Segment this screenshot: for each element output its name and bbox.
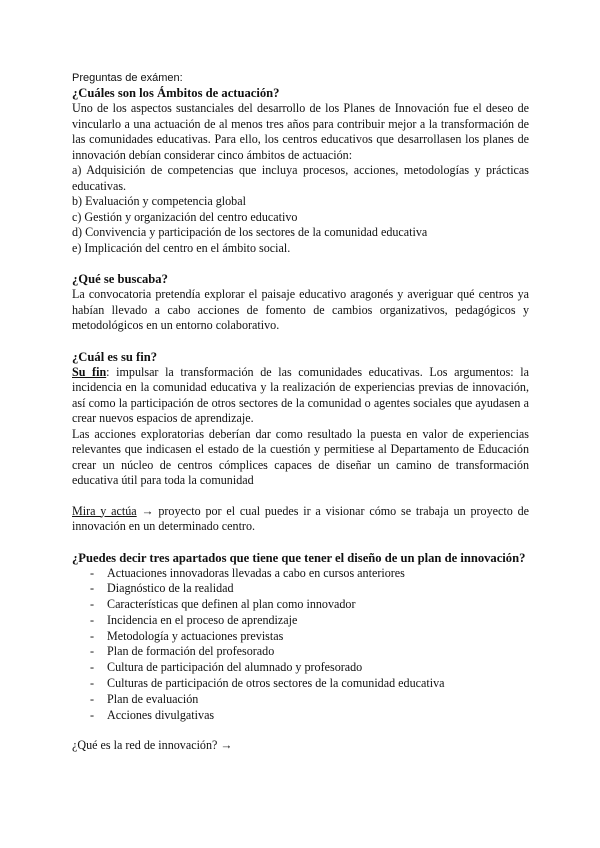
- plan-apartados-list: [72, 566, 529, 724]
- paragraph-que-se-buscaba: La convocatoria pretendía explorar el paisaje educativo aragonés y averiguar qué centros ya habían llevado a cabo acciones de fomento de cambios organizativos, pedagógicos y metodológicos en un entorno colaborativo.: [72, 287, 529, 332]
- list-item: - Actuaciones innovadoras llevadas a cabo en cursos anteriores: [72, 566, 529, 582]
- list-item: - Diagnóstico de la realidad: [72, 581, 529, 597]
- document-header: Preguntas de exámen:: [72, 72, 183, 84]
- list-item: d) Convivencia y participación de los sectores de la comunidad educativa: [72, 225, 428, 239]
- question-ambitos: ¿Cuáles son los Ámbitos de actuación?: [72, 86, 280, 100]
- list-item: c) Gestión y organización del centro educativo: [72, 209, 298, 224]
- su-fin-text: : impulsar la transformación de las comunidades educativas. Los argumentos: la incidencia en la comunidad educativa y la realización de experiencias previas de innovación, así como la participación de otros sectores de la comunidad o agentes sociales que ayudasen a crear nuevos espacios de aprendizaje.: [72, 364, 529, 425]
- document-page: [72, 71, 529, 754]
- list-item: - Culturas de participación de otros sectores de la comunidad educativa: [72, 676, 529, 692]
- list-item: - Características que definen al plan como innovador: [72, 597, 529, 613]
- list-item: - Plan de formación del profesorado: [72, 644, 529, 660]
- su-fin-label: Su fin: [72, 364, 107, 379]
- list-item: a) Adquisición de competencias que incluya procesos, acciones, metodologías y prácticas educativas.: [72, 163, 529, 193]
- list-item: - Plan de evaluación: [72, 692, 529, 708]
- paragraph-acciones: Las acciones exploratorias deberían dar como resultado la puesta en valor de experiencias relevantes que indicasen el estado de la cuestión y permitiese al Departamento de Educación crear un núcleo de centros cómplices capaces de diseñar un camino de transformación educativa útil para toda la comunidad: [72, 426, 529, 487]
- mira-y-actua-text: → proyecto por el cual puedes ir a visionar cómo se trabaja un proyecto de innovación en un determinado centro.: [72, 503, 529, 533]
- question-que-se-buscaba: ¿Qué se buscaba?: [72, 272, 168, 286]
- question-cual-es-su-fin: ¿Cuál es su fin?: [72, 349, 158, 364]
- paragraph-mira-y-actua: [72, 504, 529, 535]
- list-item: b) Evaluación y competencia global: [72, 194, 246, 208]
- list-item: - Incidencia en el proceso de aprendizaje: [72, 613, 529, 629]
- list-item: - Acciones divulgativas: [72, 708, 529, 724]
- question-red-de-innovacion: ¿Qué es la red de innovación? →: [72, 738, 233, 753]
- paragraph-su-fin: [72, 365, 529, 427]
- list-item: - Cultura de participación del alumnado y profesorado: [72, 660, 529, 676]
- list-item: e) Implicación del centro en el ámbito social.: [72, 240, 291, 255]
- list-item: - Metodología y actuaciones previstas: [72, 629, 529, 645]
- question-diseno-plan: ¿Puedes decir tres apartados que tiene que tener el diseño de un plan de innovación?: [72, 550, 526, 565]
- mira-y-actua-link[interactable]: Mira y actúa: [72, 503, 137, 518]
- paragraph-ambitos: Uno de los aspectos sustanciales del desarrollo de los Planes de Innovación fue el deseo de vincularlo a una actuación de al menos tres años para contribuir mejor a la transformación de las comunidades educativas. Para ello, los centros educativos que desarrollasen los planes de innovación debían considerar cinco ámbitos de actuación:: [72, 101, 529, 162]
